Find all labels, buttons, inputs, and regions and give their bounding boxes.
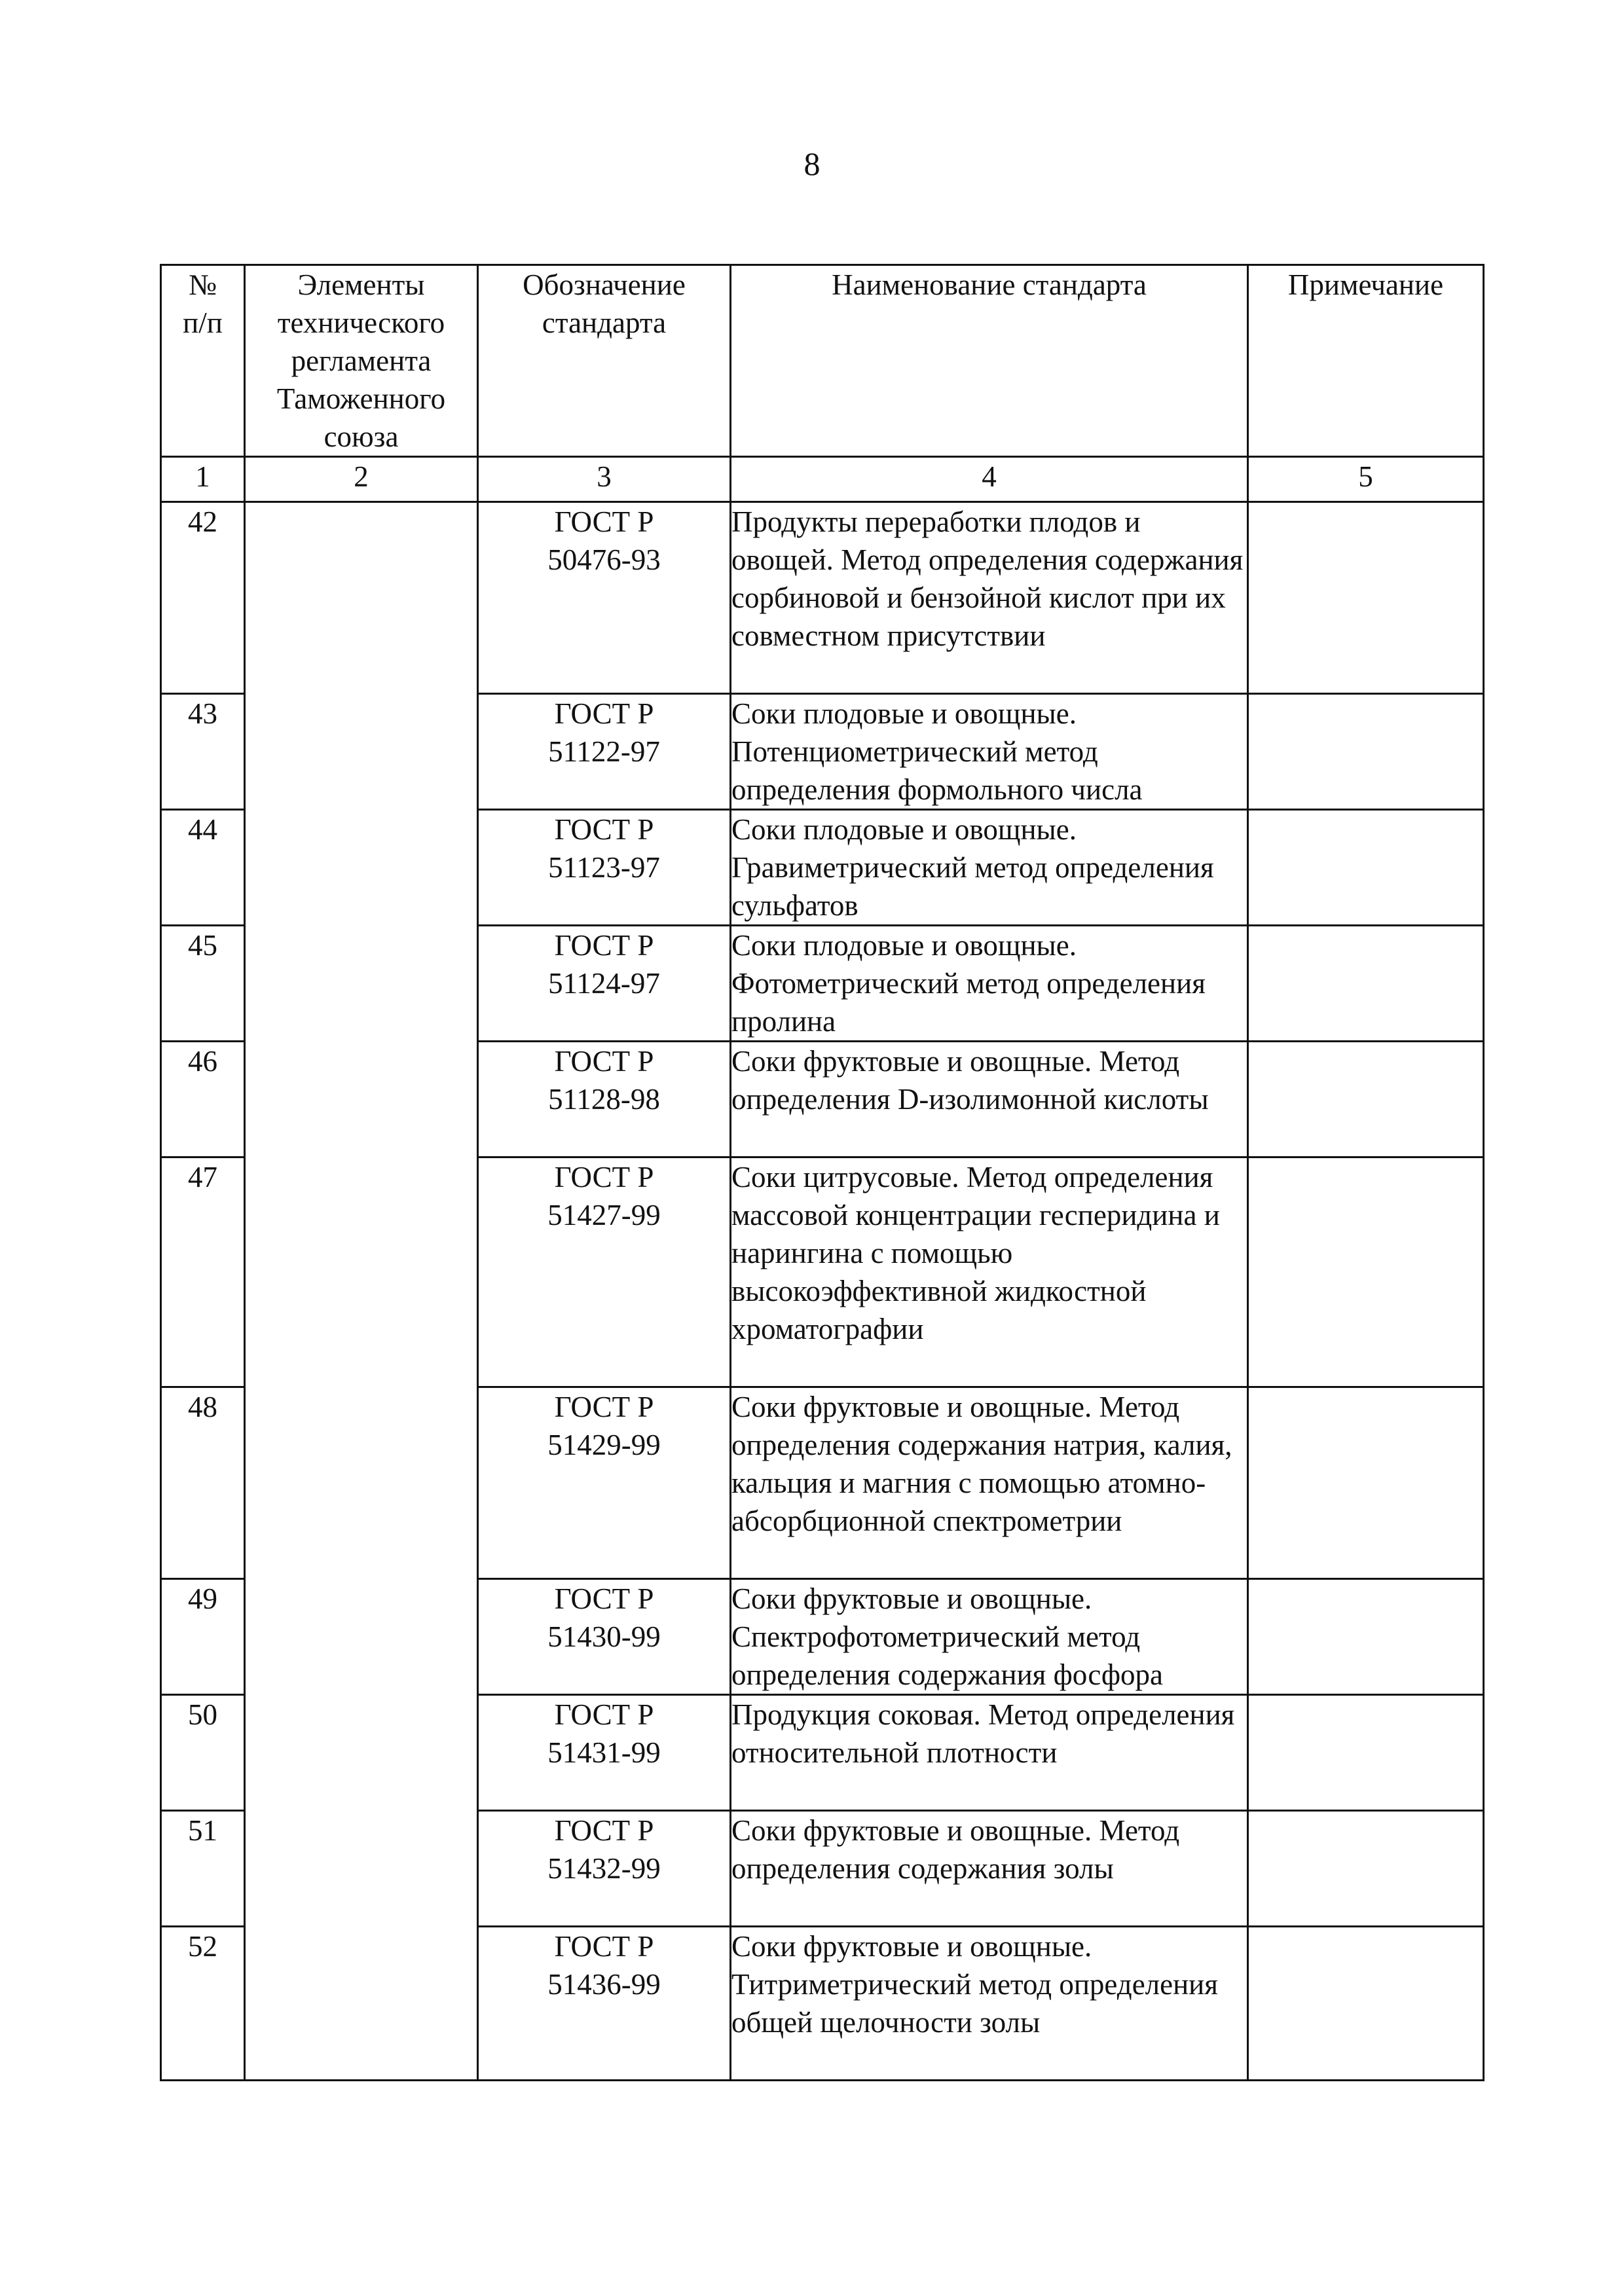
standard-note xyxy=(1248,694,1484,810)
row-number: 43 xyxy=(161,694,245,810)
standard-note xyxy=(1248,926,1484,1042)
standard-name: Соки фруктовые и овощные. Метод определения содержания золы xyxy=(731,1811,1248,1927)
header-regulation-elements: Элементы технического регламента Таможенного союза xyxy=(245,265,478,457)
standard-name: Соки фруктовые и овощные. Титриметрический метод определения общей щелочности золы xyxy=(731,1927,1248,2081)
standard-note xyxy=(1248,1811,1484,1927)
standard-name: Соки плодовые и овощные. Потенциометрический метод определения формольного числа xyxy=(731,694,1248,810)
standard-note xyxy=(1248,1579,1484,1695)
standard-note xyxy=(1248,1042,1484,1157)
header-number: № п/п xyxy=(161,265,245,457)
standard-code: ГОСТ Р 51430-99 xyxy=(478,1579,731,1695)
column-number: 1 xyxy=(161,457,245,502)
standard-name: Продукты переработки плодов и овощей. Метод определения содержания сорбиновой и бензойной кислот при их совместном присутствии xyxy=(731,502,1248,694)
header-note: Примечание xyxy=(1248,265,1484,457)
standard-note xyxy=(1248,502,1484,694)
header-standard-name: Наименование стандарта xyxy=(731,265,1248,457)
standard-code: ГОСТ Р 51436-99 xyxy=(478,1927,731,2081)
standard-code: ГОСТ Р 51128-98 xyxy=(478,1042,731,1157)
standard-code: ГОСТ Р 51123-97 xyxy=(478,810,731,926)
standard-code: ГОСТ Р 51431-99 xyxy=(478,1695,731,1811)
row-number: 42 xyxy=(161,502,245,694)
standard-name: Соки фруктовые и овощные. Метод определения D-изолимонной кислоты xyxy=(731,1042,1248,1157)
row-number: 51 xyxy=(161,1811,245,1927)
column-number-row xyxy=(161,457,1484,502)
row-number: 52 xyxy=(161,1927,245,2081)
standard-code: ГОСТ Р 51427-99 xyxy=(478,1157,731,1387)
standard-note xyxy=(1248,1695,1484,1811)
page-number: 8 xyxy=(803,145,821,182)
header-standard-code: Обозначение стандарта xyxy=(478,265,731,457)
row-number: 49 xyxy=(161,1579,245,1695)
column-number: 2 xyxy=(245,457,478,502)
standard-code: ГОСТ Р 51432-99 xyxy=(478,1811,731,1927)
standards-table xyxy=(160,264,1485,2081)
standard-name: Соки фруктовые и овощные. Спектрофотометрический метод определения содержания фосфора xyxy=(731,1579,1248,1695)
standard-code: ГОСТ Р 51122-97 xyxy=(478,694,731,810)
regulation-elements-cell xyxy=(245,502,478,2081)
row-number: 45 xyxy=(161,926,245,1042)
row-number: 47 xyxy=(161,1157,245,1387)
column-number: 5 xyxy=(1248,457,1484,502)
header-row xyxy=(161,265,1484,457)
standard-name: Соки плодовые и овощные. Гравиметрический метод определения сульфатов xyxy=(731,810,1248,926)
standard-note xyxy=(1248,1157,1484,1387)
standard-note xyxy=(1248,810,1484,926)
standard-code: ГОСТ Р 50476-93 xyxy=(478,502,731,694)
row-number: 48 xyxy=(161,1387,245,1579)
table-row xyxy=(161,502,1484,694)
standard-name: Продукция соковая. Метод определения относительной плотности xyxy=(731,1695,1248,1811)
column-number: 3 xyxy=(478,457,731,502)
standard-name: Соки цитрусовые. Метод определения массовой концентрации гесперидина и нарингина с помощью высокоэффективной жидкостной хроматографии xyxy=(731,1157,1248,1387)
row-number: 50 xyxy=(161,1695,245,1811)
standard-note xyxy=(1248,1387,1484,1579)
standard-code: ГОСТ Р 51429-99 xyxy=(478,1387,731,1579)
standard-note xyxy=(1248,1927,1484,2081)
row-number: 44 xyxy=(161,810,245,926)
row-number: 46 xyxy=(161,1042,245,1157)
standard-name: Соки фруктовые и овощные. Метод определения содержания натрия, калия, кальция и магния с помощью атомно-абсорбционной спектрометрии xyxy=(731,1387,1248,1579)
standard-code: ГОСТ Р 51124-97 xyxy=(478,926,731,1042)
column-number: 4 xyxy=(731,457,1248,502)
standard-name: Соки плодовые и овощные. Фотометрический метод определения пролина xyxy=(731,926,1248,1042)
